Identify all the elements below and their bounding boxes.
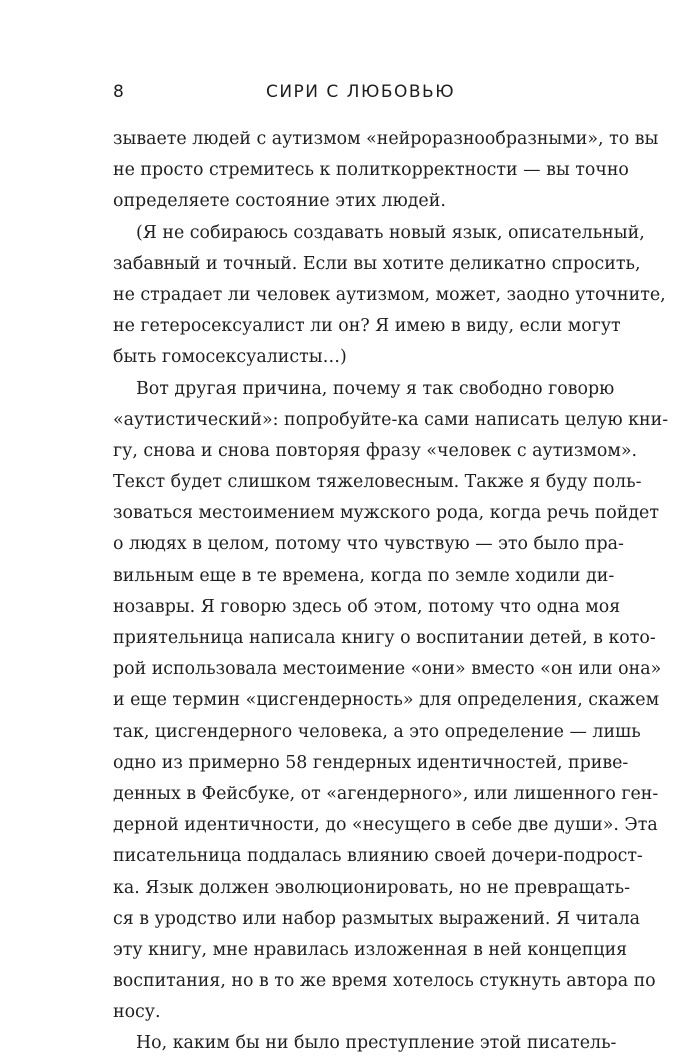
text-line: быть гомосексуалисты…) [113,347,347,368]
running-header [0,80,681,110]
text-line: носу. [113,1002,161,1023]
text-line: ся в уродство или набор размытых выражений. Я читала [113,908,641,929]
page-number: 8 [113,82,126,102]
text-line: зываете людей с аутизмом «нейроразнообразными», то вы [113,129,659,149]
text-line: не просто стремитесь к политкорректности — вы точно [113,160,629,181]
text-line: денных в Фейсбуке, от «агендерного», или лишенного ген- [113,783,659,804]
text-line: зоваться местоимением мужского рода, когда речь пойдет [113,503,659,524]
text-line: ка. Язык должен эволюционировать, но не превращать- [113,877,631,898]
book-title: СИРИ С ЛЮБОВЬЮ [265,82,456,102]
text-line: не гетеросексуалист ли он? Я имею в виду, если могут [113,316,621,337]
text-line: приятельница написала книгу о воспитании детей, в кото- [113,628,656,648]
text-line: Но, каким бы ни было преступление этой писатель- [136,1033,617,1054]
text-line: о людях в целом, потому что чувствую — это было пра- [113,534,624,555]
text-line: гу, снова и снова повторяя фразу «человек с аутизмом». [113,440,638,461]
text-line: дерной идентичности, до «несущего в себе две души». Эта [113,815,658,836]
text-line: нозавры. Я говорю здесь об этом, потому что одна моя [113,596,621,617]
text-line: так, цисгендерного человека, а это определение — лишь [113,721,641,742]
text-line: и еще термин «цисгендерность» для определения, скажем [113,690,660,711]
text-line: Вот другая причина, почему я так свободно говорю [136,378,615,399]
text-line: эту книгу, мне нравилась изложенная в ней концепция [113,939,628,960]
text-line: воспитания, но в то же время хотелось стукнуть автора по [113,971,656,992]
text-line: «аутистический»: попробуйте-ка сами написать целую кни- [113,409,669,430]
text-line: вильным еще в те времена, когда по земле ходили ди- [113,565,615,586]
text-line: не страдает ли человек аутизмом, может, заодно уточните, [113,284,666,305]
text-line: Текст будет слишком тяжеловесным. Также я буду поль- [113,472,642,493]
text-line: одно из примерно 58 гендерных идентичностей, приве- [113,752,629,773]
text-line: забавный и точный. Если вы хотите деликатно спросить, [113,253,641,274]
text-line: рой использовала местоимение «они» вместо «он или она» [113,659,662,680]
body-text [113,124,669,1060]
text-line: писательница поддалась влиянию своей дочери-подрост- [113,846,643,867]
text-line: определяете состояние этих людей. [113,191,446,212]
text-line: (Я не собираюсь создавать новый язык, описательный, [136,222,645,243]
